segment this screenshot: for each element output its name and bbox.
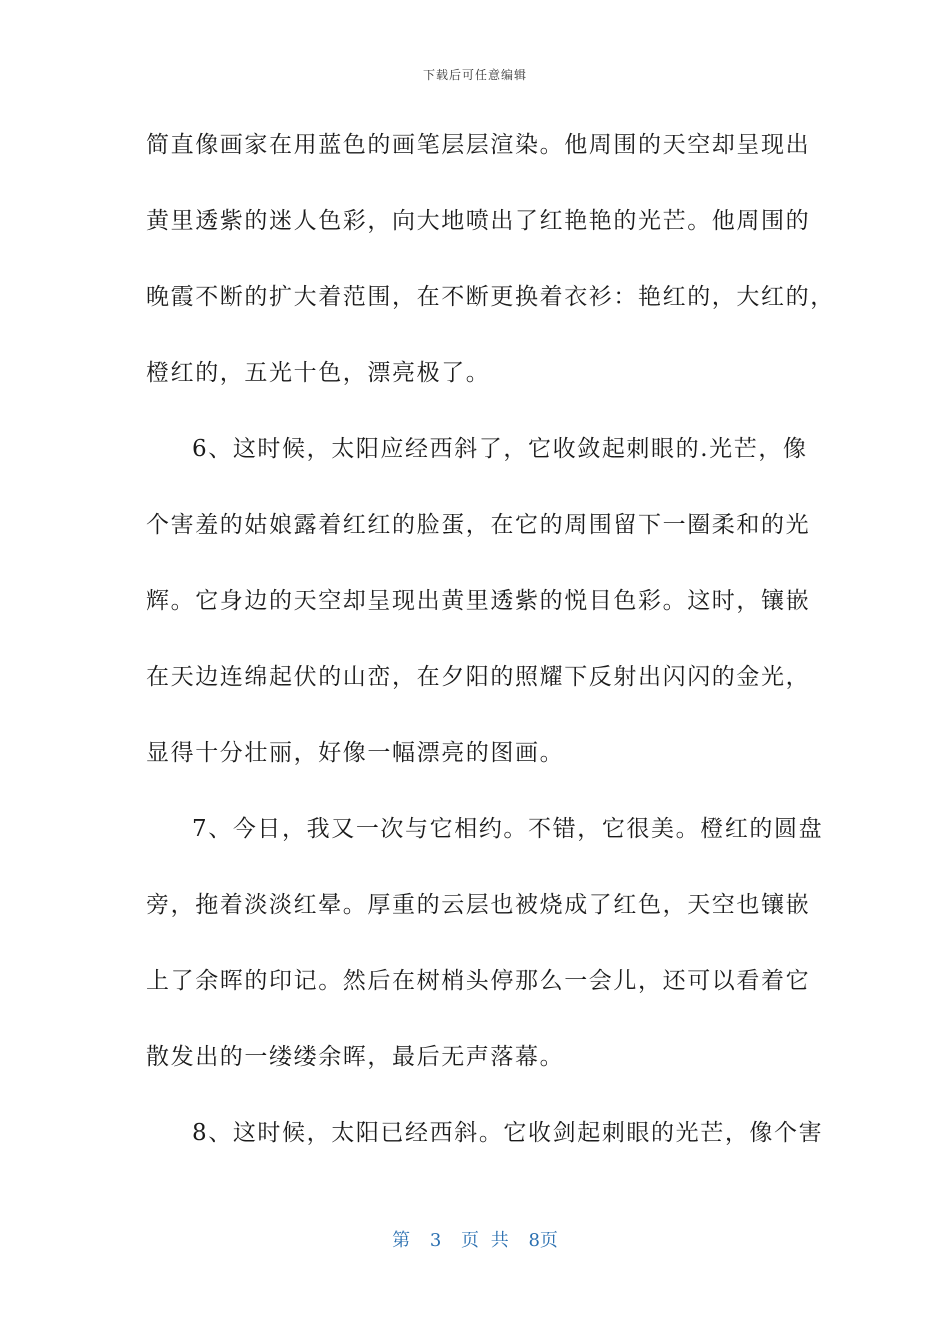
body-line-6: 个害羞的姑娘露着红红的脸蛋，在它的周围留下一圈柔和的光 xyxy=(146,512,811,538)
body-line-1: 简直像画家在用蓝色的画笔层层渲染。他周围的天空却呈现出 xyxy=(146,132,811,158)
body-line-5: 6、这时候，太阳应经西斜了，它收敛起刺眼的.光芒，像 xyxy=(192,436,808,462)
body-line-8: 在天边连绵起伏的山峦，在夕阳的照耀下反射出闪闪的金光， xyxy=(146,664,811,690)
page-header: 下载后可任意编辑 xyxy=(422,68,527,82)
body-line-2: 黄里透紫的迷人色彩，向大地喷出了红艳艳的光芒。他周围的 xyxy=(146,208,811,234)
body-line-12: 上了余晖的印记。然后在树梢头停那么一会儿，还可以看着它 xyxy=(146,968,811,994)
body-line-9: 显得十分壮丽，好像一幅漂亮的图画。 xyxy=(146,740,565,766)
body-line-4: 橙红的，五光十色，漂亮极了。 xyxy=(146,360,491,386)
current-page-number: 3 xyxy=(429,1230,442,1251)
body-line-13: 散发出的一缕缕余晖，最后无声落幕。 xyxy=(146,1044,565,1070)
page-label-prefix: 第 xyxy=(392,1230,411,1251)
body-line-7: 辉。它身边的天空却呈现出黄里透紫的悦目色彩。这时，镶嵌 xyxy=(146,588,811,614)
body-line-11: 旁，拖着淡淡红晕。厚重的云层也被烧成了红色，天空也镶嵌 xyxy=(146,892,811,918)
total-pages: 8页 xyxy=(528,1230,558,1251)
body-line-14: 8、这时候，太阳已经西斜。它收剑起刺眼的光芒，像个害 xyxy=(192,1120,824,1146)
body-line-10: 7、今日，我又一次与它相约。不错，它很美。橙红的圆盘 xyxy=(192,816,824,842)
body-line-3: 晚霞不断的扩大着范围，在不断更换着衣衫：艳红的，大红的， xyxy=(146,284,835,310)
page-label-mid: 页 共 xyxy=(461,1230,509,1251)
page-footer xyxy=(0,1226,950,1252)
document-body xyxy=(146,116,835,1180)
